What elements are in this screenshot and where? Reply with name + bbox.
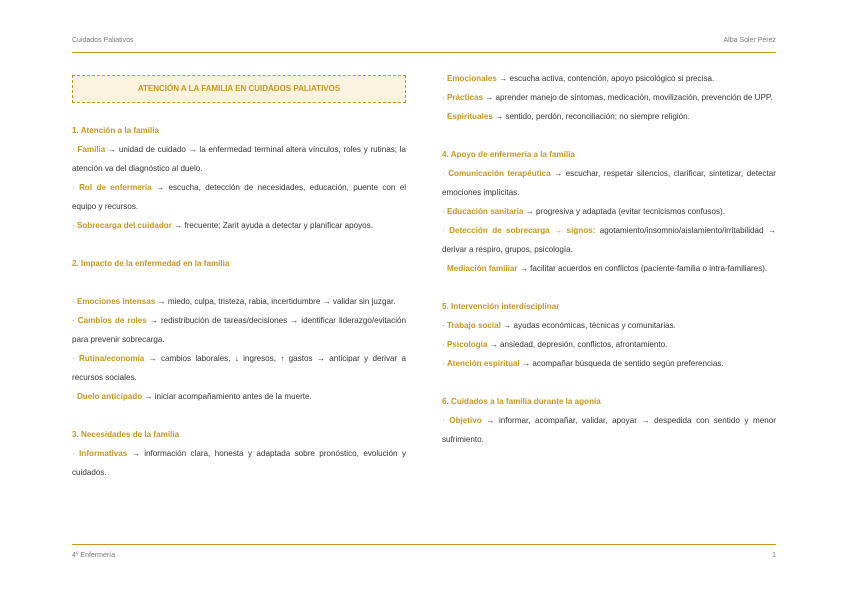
- list-item: [72, 311, 406, 349]
- header-course: Cuidados Paliativos: [72, 37, 134, 44]
- bullet-icon: ·: [72, 145, 75, 154]
- item-term: Detección de sobrecarga → signos:: [449, 226, 596, 235]
- bullet-icon: ·: [72, 297, 75, 306]
- list-item: [442, 107, 776, 126]
- list-item: [442, 259, 776, 278]
- item-text: → frecuente; Zarit ayuda a detectar y planificar apoyos.: [171, 221, 373, 230]
- item-term: Familia: [77, 145, 106, 154]
- item-term: Prácticas: [446, 93, 483, 102]
- item-text: → informar, acompañar, validar, apoyar → despedida con sentido y menor sufrimiento.: [442, 416, 776, 444]
- item-text: → unidad de cuidado → la enfermedad terminal altera vínculos, roles y rutinas; la atención va del diagnóstico al duelo.: [72, 145, 407, 173]
- item-term: Mediación familiar: [446, 264, 518, 273]
- footer-course-year: 4º Enfermería: [72, 552, 116, 559]
- list-item: [72, 140, 406, 178]
- right-column: [442, 69, 776, 449]
- item-text: → miedo, culpa, tristeza, rabia, incertidumbre → validar sin juzgar.: [155, 297, 396, 306]
- bullet-icon: ·: [442, 416, 445, 425]
- item-term: Objetivo: [449, 416, 482, 425]
- list-item: [442, 335, 776, 354]
- list-item: [442, 354, 776, 373]
- document-title: ATENCIÓN A LA FAMILIA EN CUIDADOS PALIATIVOS: [72, 75, 406, 103]
- list-item: [442, 316, 776, 335]
- list-item: [72, 178, 406, 216]
- list-item: [442, 221, 776, 259]
- item-term: Cambios de roles: [77, 316, 147, 325]
- section-title: 6. Cuidados a la familia durante la agonía: [442, 397, 601, 406]
- item-text: → facilitar acuerdos en conflictos (paciente-familia o intra-familiares).: [517, 264, 768, 273]
- item-term: Atención espiritual: [446, 359, 520, 368]
- spacer: [442, 126, 776, 145]
- item-text: → ayudas económicas, técnicas y comunitarias.: [500, 321, 676, 330]
- item-text: → sentido, perdón, reconciliación; no siempre religión.: [492, 112, 690, 121]
- item-term: Psicología: [446, 340, 488, 349]
- item-term: Comunicación terapéutica: [448, 169, 551, 178]
- item-term: Rutina/economía: [79, 354, 145, 363]
- item-text: → aprender manejo de síntomas, medicación, movilización, prevención de UPP.: [482, 93, 773, 102]
- bullet-icon: ·: [442, 340, 445, 349]
- item-term: Informativas: [79, 449, 128, 458]
- spacer: [442, 278, 776, 297]
- bullet-icon: ·: [442, 264, 445, 273]
- list-item: [442, 88, 776, 107]
- bullet-icon: ·: [72, 449, 75, 458]
- spacer: [72, 273, 406, 292]
- item-text: → iniciar acompañamiento antes de la muerte.: [142, 392, 312, 401]
- bullet-icon: ·: [72, 183, 75, 192]
- list-item: [442, 164, 776, 202]
- bullet-icon: ·: [442, 207, 445, 216]
- section-title: 2. Impacto de la enfermedad en la familia: [72, 259, 230, 268]
- item-text: → cambios laborales, ↓ ingresos, ↑ gastos → anticipar y derivar a recursos sociales.: [72, 354, 406, 382]
- item-term: Sobrecarga del cuidador: [76, 221, 172, 230]
- item-text: → redistribución de tareas/decisiones → identificar liderazgo/evitación para prevenir sobrecarga.: [72, 316, 407, 344]
- item-term: Espirituales: [446, 112, 493, 121]
- item-term: Rol de enfermería: [79, 183, 152, 192]
- spacer: [72, 406, 406, 425]
- section-title: 4. Apoyo de enfermería a la familia: [442, 150, 575, 159]
- header-author: Alba Soler Pérez: [723, 37, 776, 44]
- item-term: Educación sanitaria: [446, 207, 524, 216]
- section-title: 1. Atención a la familia: [72, 126, 159, 135]
- list-item: [72, 292, 406, 311]
- bullet-icon: ·: [442, 359, 445, 368]
- bullet-icon: ·: [442, 226, 445, 235]
- item-text: → escucha activa, contención, apoyo psicológico si precisa.: [496, 74, 715, 83]
- item-term: Emocionales: [446, 74, 497, 83]
- section-title: 5. Intervención interdisciplinar: [442, 302, 560, 311]
- bullet-icon: ·: [442, 74, 445, 83]
- list-item: [442, 411, 776, 449]
- page-number: 1: [772, 552, 776, 559]
- item-term: Duelo anticipado: [76, 392, 143, 401]
- list-item: [442, 69, 776, 88]
- left-column: [72, 72, 406, 482]
- header-divider: [72, 52, 776, 53]
- item-text: → información clara, honesta y adaptada sobre pronóstico, evolución y cuidados.: [72, 449, 406, 477]
- item-text: → escucha, detección de necesidades, educación, puente con el equipo y recursos.: [72, 183, 407, 211]
- spacer: [72, 235, 406, 254]
- bullet-icon: ·: [442, 112, 445, 121]
- bullet-icon: ·: [442, 169, 445, 178]
- list-item: [72, 216, 406, 235]
- item-text: agotamiento/insomnio/aislamiento/irritabilidad → derivar a respiro, grupos, psicología.: [442, 226, 776, 254]
- bullet-icon: ·: [72, 316, 75, 325]
- list-item: [442, 202, 776, 221]
- item-text: → ansiedad, depresión, conflictos, afrontamiento.: [487, 340, 668, 349]
- item-text: → acompañar búsqueda de sentido según preferencias.: [519, 359, 724, 368]
- bullet-icon: ·: [72, 221, 75, 230]
- section-title: 3. Necesidades de la familia: [72, 430, 180, 439]
- list-item: [72, 349, 406, 387]
- footer-divider: [72, 544, 776, 545]
- spacer: [442, 373, 776, 392]
- list-item: [72, 444, 406, 482]
- bullet-icon: ·: [72, 354, 75, 363]
- bullet-icon: ·: [442, 321, 445, 330]
- bullet-icon: ·: [442, 93, 445, 102]
- item-text: → escuchar, respetar silencios, clarificar, sintetizar, detectar emociones implícitas.: [442, 169, 777, 197]
- list-item: [72, 387, 406, 406]
- item-term: Emociones intensas: [76, 297, 156, 306]
- item-text: → progresiva y adaptada (evitar tecnicismos confusos).: [523, 207, 725, 216]
- bullet-icon: ·: [72, 392, 75, 401]
- item-term: Trabajo social: [446, 321, 501, 330]
